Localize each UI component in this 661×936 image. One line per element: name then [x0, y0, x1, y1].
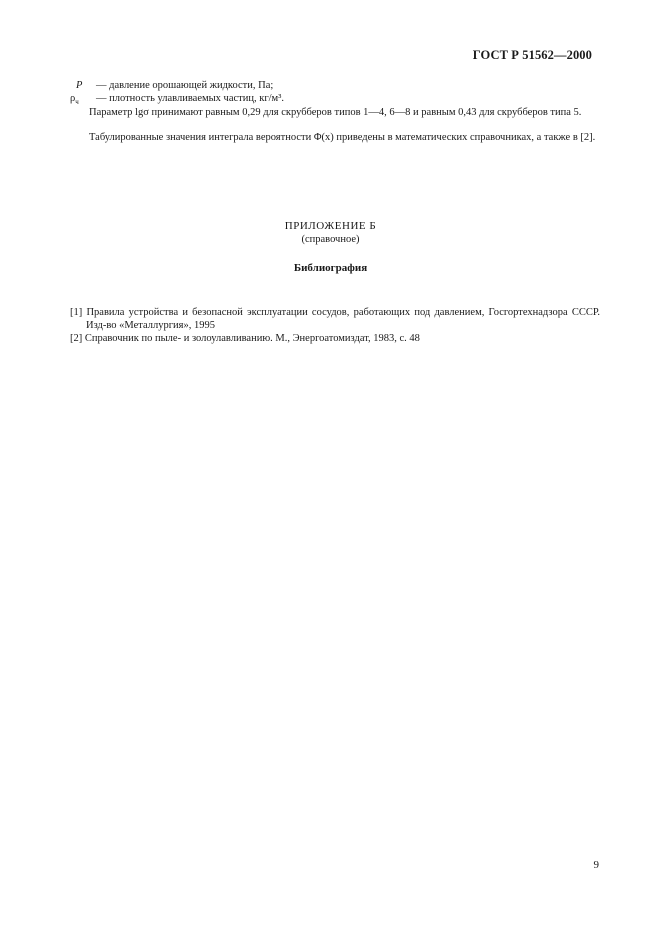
- legend-description: давление орошающей жидкости, Па;: [109, 80, 274, 91]
- appendix-title: ПРИЛОЖЕНИЕ Б: [284, 220, 377, 232]
- legend-dash: —: [96, 93, 107, 104]
- legend-symbol: P: [76, 80, 83, 91]
- reference-number: [2]: [70, 333, 83, 344]
- paragraph-lg-sigma: Параметр lgσ принимают равным 0,29 для скрубберов типов 1—4, 6—8 и равным 0,43 для скрубберов типа 5.: [89, 107, 582, 118]
- paragraph-probability-integral: Табулированные значения интеграла вероятности Φ(x) приведены в математических справочниках, а также в [2].: [89, 132, 596, 143]
- legend-dash: —: [96, 80, 107, 91]
- legend-item-pressure: [70, 79, 600, 92]
- reference-text: Справочник по пыле- и золоулавливанию. М., Энергоатомиздат, 1983, с. 48: [84, 333, 420, 344]
- appendix-subtitle: (справочное): [301, 234, 360, 245]
- legend-description: плотность улавливаемых частиц, кг/м³.: [109, 93, 284, 104]
- bibliography-title: Библиография: [293, 262, 368, 274]
- legend-symbol: $\rho_ч$: [70, 93, 79, 107]
- page-number: 9: [593, 859, 599, 871]
- reference-text: Правила устройства и безопасной эксплуатации сосудов, работающих под давлением, Госгортехнадзора СССР. Изд-во «Металлургия», 1995: [86, 307, 601, 331]
- bibliography-reference: [70, 333, 600, 346]
- bibliography-reference: [70, 307, 600, 332]
- variable-legend: [70, 79, 600, 109]
- reference-number: [1]: [70, 307, 83, 318]
- document-standard-code: ГОСТ Р 51562—2000: [472, 48, 592, 62]
